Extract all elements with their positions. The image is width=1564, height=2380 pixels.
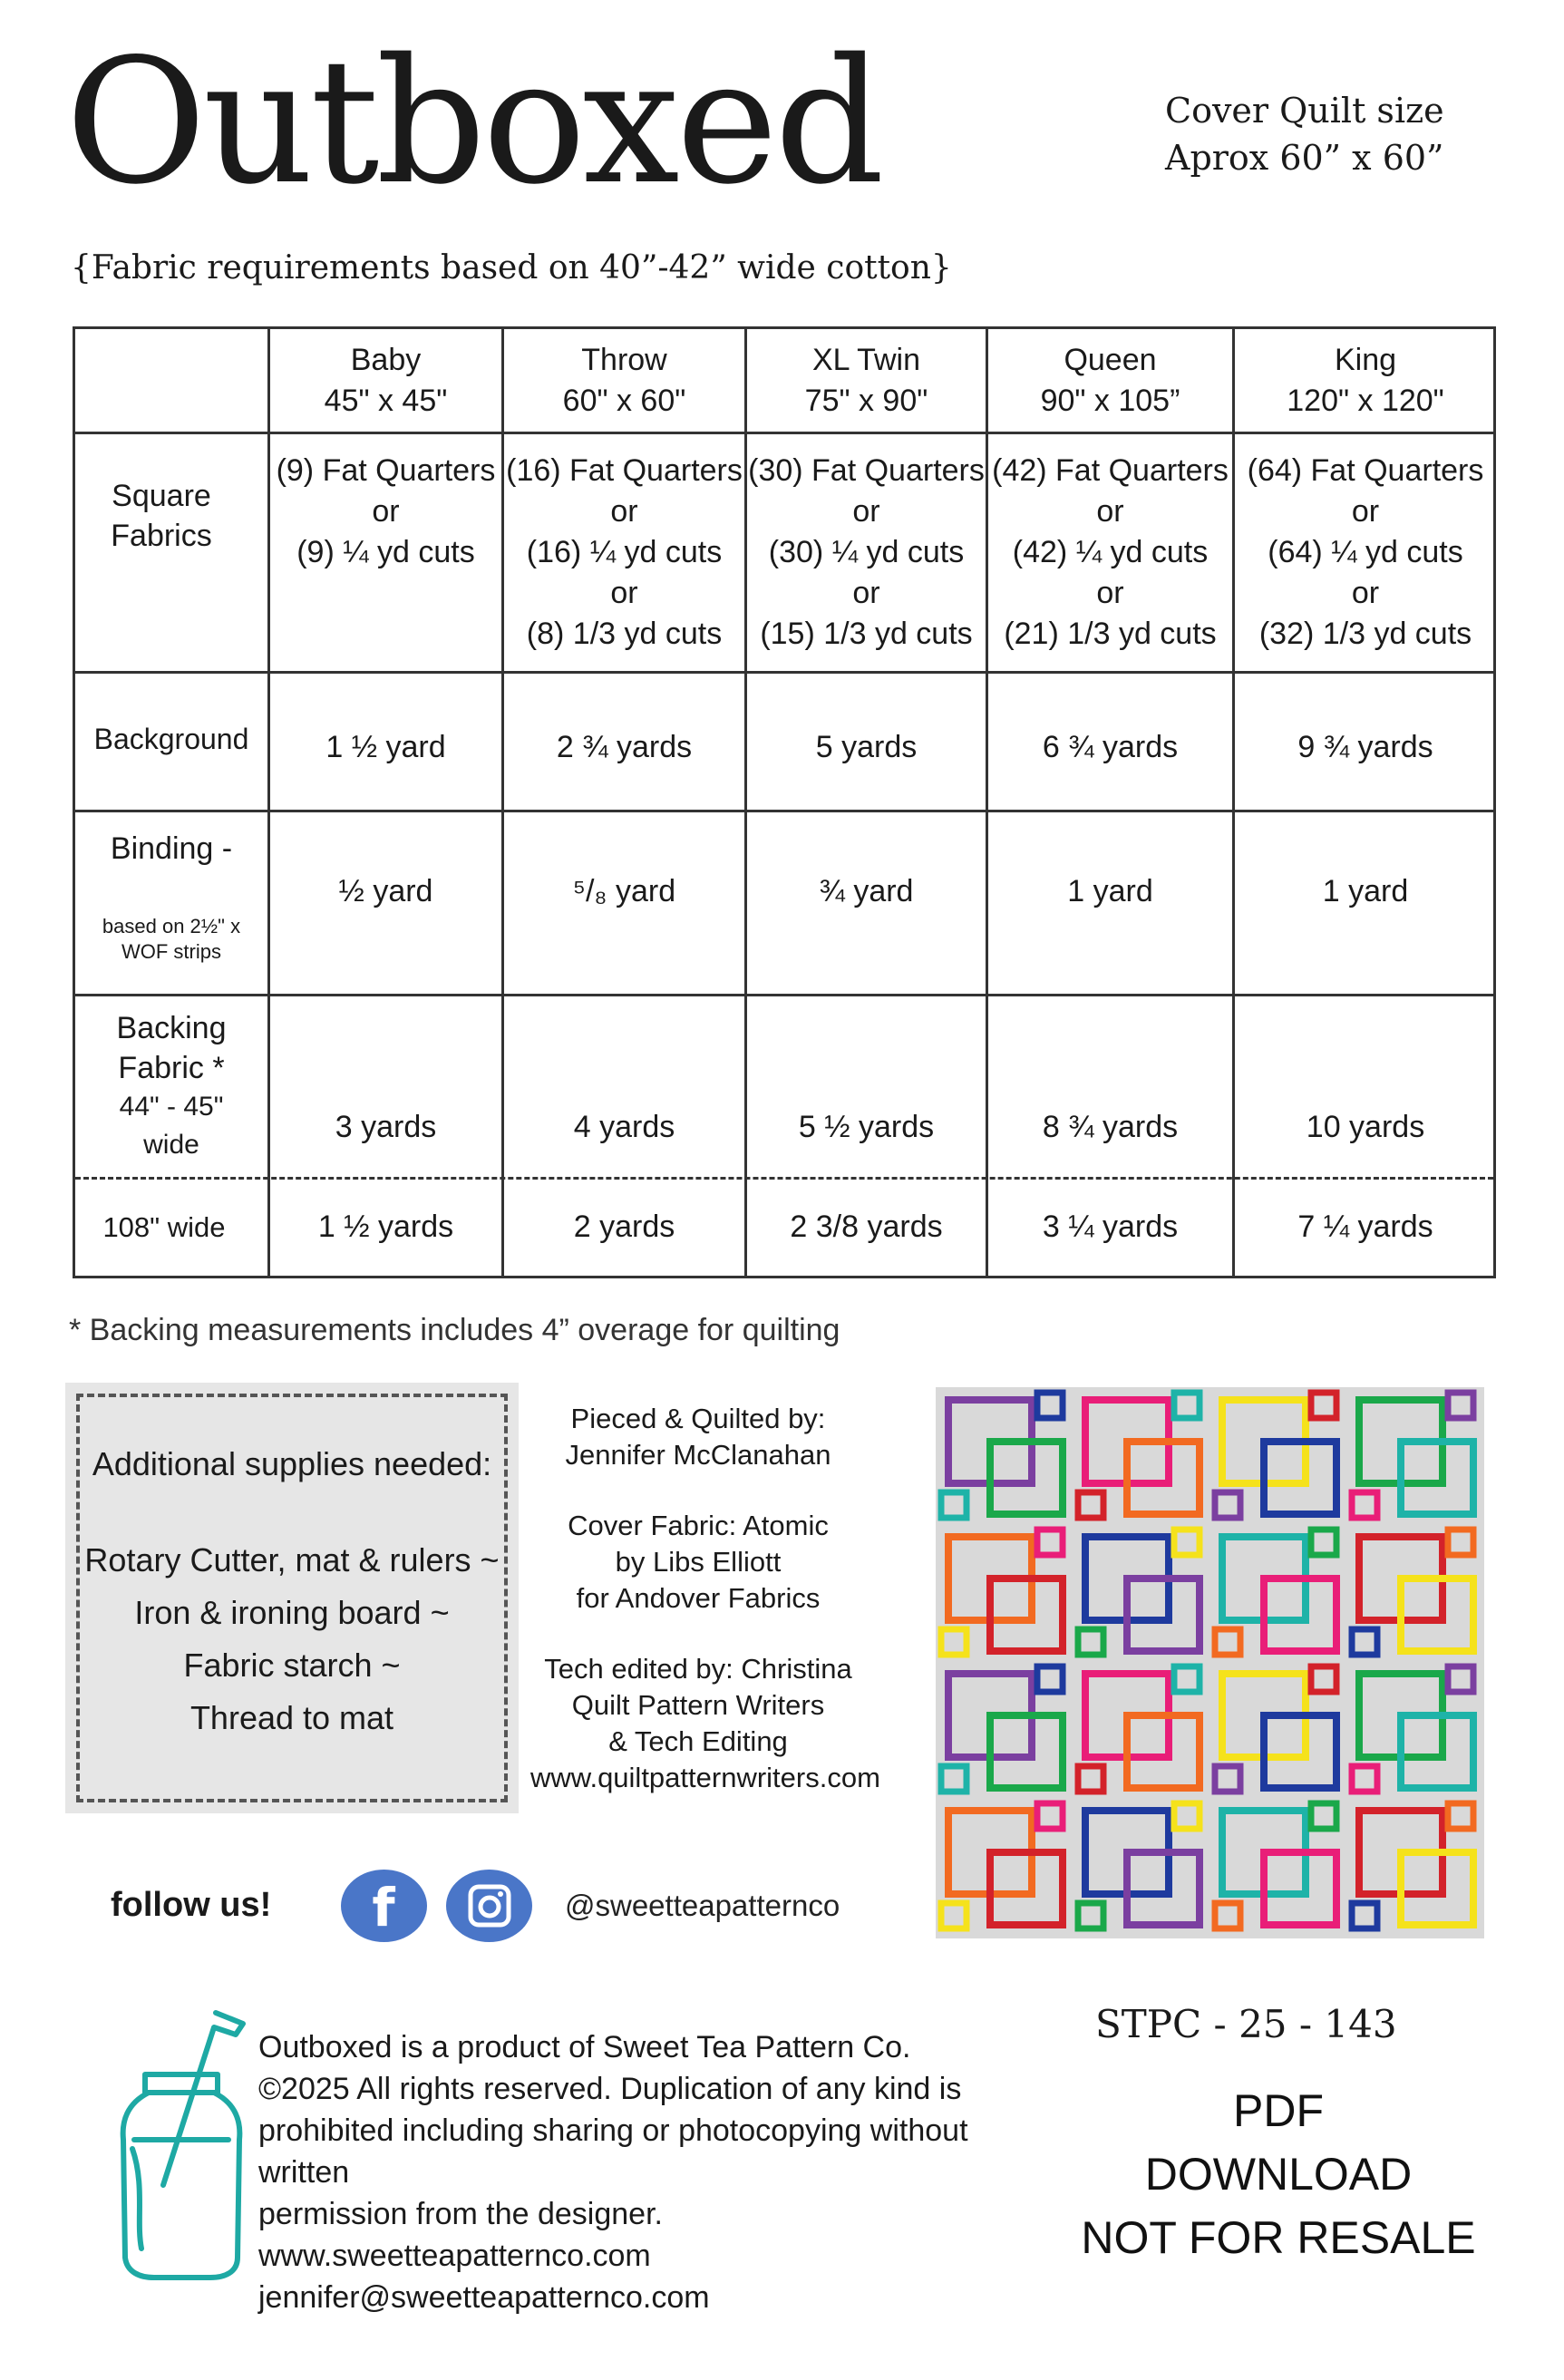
header-king (1235, 329, 1496, 432)
backing-cell: 5 ½ yards (798, 1109, 935, 1144)
fabric-requirements-table (73, 326, 1496, 1278)
email-link[interactable]: jennifer@sweetteapatternco.com (258, 2280, 710, 2315)
size-name: Queen (1064, 342, 1157, 377)
background-cell: 6 ¾ yards (1042, 729, 1179, 764)
background-cell: 9 ¾ yards (1297, 729, 1433, 764)
binding-cell: ¾ yard (819, 873, 914, 908)
credit-pieced: Pieced & Quilted by: Jennifer McClanahan (565, 1403, 831, 1471)
svg-text:f: f (372, 1877, 395, 1938)
wide108-cell: 1 ½ yards (317, 1209, 454, 1244)
header-queen (988, 329, 1232, 432)
backing-footnote: * Backing measurements includes 4” overage for quilting (69, 1313, 840, 1347)
wide108-cell: 2 3/8 yards (790, 1209, 943, 1244)
cover-size-line1: Cover Quilt size (1165, 91, 1444, 131)
supply-item: Thread to mat (189, 1699, 394, 1736)
backing-cell: 8 ¾ yards (1042, 1109, 1179, 1144)
facebook-icon[interactable] (341, 1870, 427, 1942)
pattern-sku: STPC - 25 - 143 (1095, 2002, 1397, 2046)
wide108-cell: 2 yards (573, 1209, 675, 1244)
wide108-cell: 7 ¼ yards (1297, 1209, 1433, 1244)
row-label-square-fabrics: Square Fabrics (111, 479, 212, 553)
square-cell-throw: (16) Fat Quarters or (16) ¼ yd cuts or (8) 1/3 yd cuts (506, 453, 743, 651)
table-row-divider (75, 994, 1493, 996)
size-dims: 75" x 90" (804, 383, 928, 418)
credit-fabric: Cover Fabric: Atomic by Libs Elliott for Andover Fabrics (568, 1510, 829, 1614)
backing-cell: 3 yards (335, 1109, 437, 1144)
row-label-background: Background (93, 723, 249, 755)
supply-item: Fabric starch ~ (183, 1647, 401, 1684)
website-link[interactable]: www.sweetteapatternco.com (258, 2239, 651, 2273)
background-cell: 5 yards (815, 729, 918, 764)
mason-jar-logo-icon (109, 2004, 258, 2285)
follow-us-label: follow us! (111, 1886, 272, 1924)
size-name: Baby (350, 342, 422, 377)
pdf-download-notice: PDF DOWNLOAD NOT FOR RESALE (1081, 2085, 1476, 2263)
credit-tech-editor: Tech edited by: Christina Quilt Pattern Writers & Tech Editing www.quiltpatternwriters.com (530, 1653, 880, 1793)
fabric-requirements-note: {Fabric requirements based on 40”-42” wide cotton} (71, 249, 952, 287)
social-handle[interactable]: @sweetteapatternco (565, 1889, 840, 1922)
size-name: Throw (581, 342, 667, 377)
supplies-dashed-border (76, 1394, 508, 1802)
binding-cell: 1 yard (1322, 873, 1409, 908)
binding-cell: ½ yard (338, 873, 433, 908)
supply-item: Rotary Cutter, mat & rulers ~ (84, 1541, 500, 1579)
background-cell: 1 ½ yard (325, 729, 446, 764)
size-dims: 120" x 120" (1287, 383, 1444, 418)
row-label-binding: Binding - based on 2½" x WOF strips (102, 831, 241, 963)
header-baby (270, 329, 501, 432)
table-row-divider (75, 810, 1493, 812)
size-dims: 90" x 105” (1040, 383, 1180, 418)
size-dims: 45" x 45" (324, 383, 448, 418)
square-cell-king: (64) Fat Quarters or (64) ¼ yd cuts or (32) 1/3 yd cuts (1247, 453, 1484, 651)
square-cell-queen: (42) Fat Quarters or (42) ¼ yd cuts or (21) 1/3 yd cuts (992, 453, 1229, 651)
legal-notice: Outboxed is a product of Sweet Tea Pattern Co. ©2025 All rights reserved. Duplication of any kind is prohibited including sharing or photocopying without written permission from the designer. www.sweetteapatternco.com jennifer@sweetteapatternco.com (258, 2026, 1047, 2318)
page-title: Outboxed (65, 22, 881, 222)
row-label-backing: Backing Fabric * 44" - 45" wide (116, 1011, 227, 1160)
quilt-cover-image (936, 1387, 1484, 1938)
binding-cell: 1 yard (1067, 873, 1153, 908)
supplies-title: Additional supplies needed: (92, 1445, 492, 1482)
header-xl-twin (747, 329, 986, 432)
supplies-box (65, 1383, 519, 1813)
credit-tech-url: www.quiltpatternwriters.com (530, 1762, 880, 1793)
size-name: XL Twin (811, 342, 921, 377)
size-name: King (1334, 342, 1397, 377)
backing-cell: 4 yards (573, 1109, 675, 1144)
square-cell-baby: (9) Fat Quarters or (9) ¼ yd cuts (276, 453, 496, 569)
table-dashed-divider (75, 1177, 1493, 1180)
wide108-cell: 3 ¼ yards (1042, 1209, 1179, 1244)
binding-cell: ⁵/₈ yard (572, 873, 676, 908)
size-dims: 60" x 60" (562, 383, 686, 418)
supply-item: Iron & ironing board ~ (134, 1594, 450, 1631)
credits (530, 1401, 880, 1831)
instagram-icon[interactable] (446, 1870, 532, 1942)
table-row-divider (75, 671, 1493, 674)
square-cell-xl-twin: (30) Fat Quarters or (30) ¼ yd cuts or (15) 1/3 yd cuts (748, 453, 985, 651)
cover-quilt-size (1165, 87, 1444, 181)
header-throw (504, 329, 744, 432)
background-cell: 2 ¾ yards (556, 729, 693, 764)
cover-size-line2: Aprox 60” x 60” (1165, 138, 1444, 178)
row-label-108-wide: 108" wide (102, 1210, 226, 1243)
backing-cell: 10 yards (1306, 1109, 1425, 1144)
